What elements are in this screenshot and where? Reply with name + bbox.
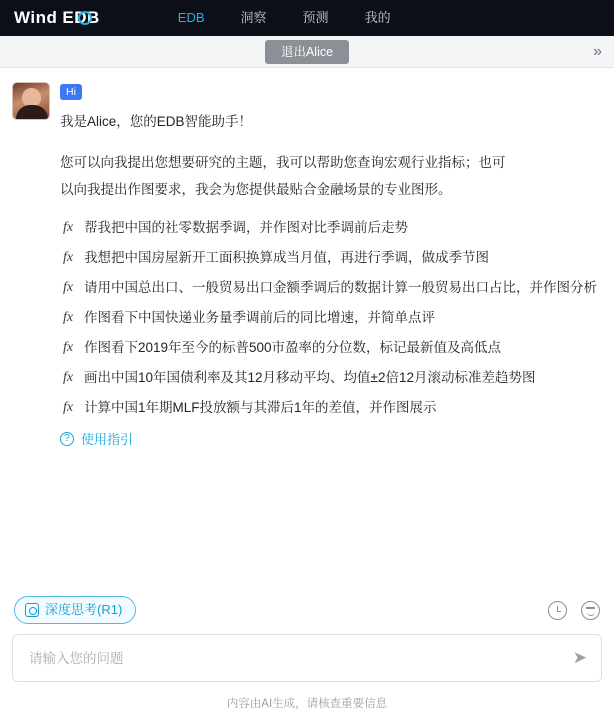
send-icon[interactable]: ➤ <box>572 647 587 667</box>
composer-icon-group <box>548 601 600 620</box>
nav-item-mine[interactable]: 我的 <box>364 10 391 25</box>
chat-input[interactable] <box>27 650 573 667</box>
assistant-message <box>12 82 602 448</box>
fx-icon: fx <box>62 220 74 235</box>
fx-icon: fx <box>62 250 74 265</box>
list-item[interactable] <box>60 337 602 359</box>
sub-toolbar <box>0 36 614 68</box>
deep-think-label: 深度思考(R1) <box>45 602 123 617</box>
expand-panel-icon[interactable]: » <box>593 42 602 60</box>
question-mark-icon: ? <box>60 432 74 446</box>
logo-wind-text: Wind <box>14 8 58 27</box>
brain-icon <box>25 603 39 617</box>
list-item[interactable] <box>60 367 602 389</box>
deep-think-toggle[interactable] <box>14 596 136 624</box>
fx-icon: fx <box>62 280 74 295</box>
ai-disclaimer: 内容由AI生成，请核查重要信息 <box>226 698 388 710</box>
list-item[interactable] <box>60 247 602 269</box>
status-badge: Hi <box>60 84 82 100</box>
intro-paragraph-line-1: 您可以向我提出您想要研究的主题，我可以帮助您查询宏观行业指标；也可 <box>60 155 506 170</box>
intro-paragraph <box>60 149 602 203</box>
suggestion-text: 我想把中国房屋新开工面积换算成当月值，再进行季调，做成季节图 <box>84 250 489 265</box>
emoji-icon[interactable] <box>581 601 600 620</box>
list-item[interactable] <box>60 277 602 299</box>
suggestion-text: 帮我把中国的社零数据季调，并作图对比季调前后走势 <box>84 220 408 235</box>
suggestion-text: 画出中国10年国债利率及其12月移动平均、均值±2倍12月滚动标准差趋势图 <box>84 370 536 385</box>
avatar <box>12 82 50 120</box>
app-logo[interactable] <box>14 8 100 28</box>
chat-input-container[interactable] <box>12 634 602 682</box>
fx-icon: fx <box>62 370 74 385</box>
intro-paragraph-line-2: 以向我提出作图要求，我会为您提供最贴合金融场景的专业图形。 <box>60 182 452 197</box>
suggestion-text: 作图看下2019年至今的标普500市盈率的分位数，标记最新值及高低点 <box>84 340 502 355</box>
list-item[interactable] <box>60 217 602 239</box>
usage-guide-label: 使用指引 <box>81 432 134 447</box>
top-navigation-bar <box>0 0 614 36</box>
nav-items <box>178 0 391 36</box>
suggestion-list <box>60 217 602 419</box>
fx-icon: fx <box>62 340 74 355</box>
intro-text: 我是Alice，您的EDB智能助手！ <box>60 114 253 129</box>
suggestion-text: 计算中国1年期MLF投放额与其滞后1年的差值，并作图展示 <box>84 400 437 415</box>
list-item[interactable] <box>60 397 602 419</box>
logout-button[interactable]: 退出Alice <box>265 40 349 64</box>
list-item[interactable] <box>60 307 602 329</box>
nav-item-edb[interactable]: EDB <box>177 10 205 25</box>
nav-item-forecast[interactable]: 预测 <box>302 10 329 25</box>
usage-guide-link[interactable] <box>60 429 602 448</box>
suggestion-text: 作图看下中国快递业务量季调前后的同比增速，并简单点评 <box>84 310 435 325</box>
fx-icon: fx <box>62 400 74 415</box>
composer-toolbar <box>12 588 602 634</box>
logo-edb-text: EDB <box>62 8 100 27</box>
suggestion-text: 请用中国总出口、一般贸易出口金额季调后的数据计算一般贸易出口占比，并作图分析 <box>84 280 597 295</box>
chat-panel <box>0 68 614 588</box>
fx-icon: fx <box>62 310 74 325</box>
history-icon[interactable] <box>548 601 567 620</box>
message-content <box>60 82 602 448</box>
nav-item-insight[interactable]: 洞察 <box>240 10 267 25</box>
composer <box>0 588 614 688</box>
